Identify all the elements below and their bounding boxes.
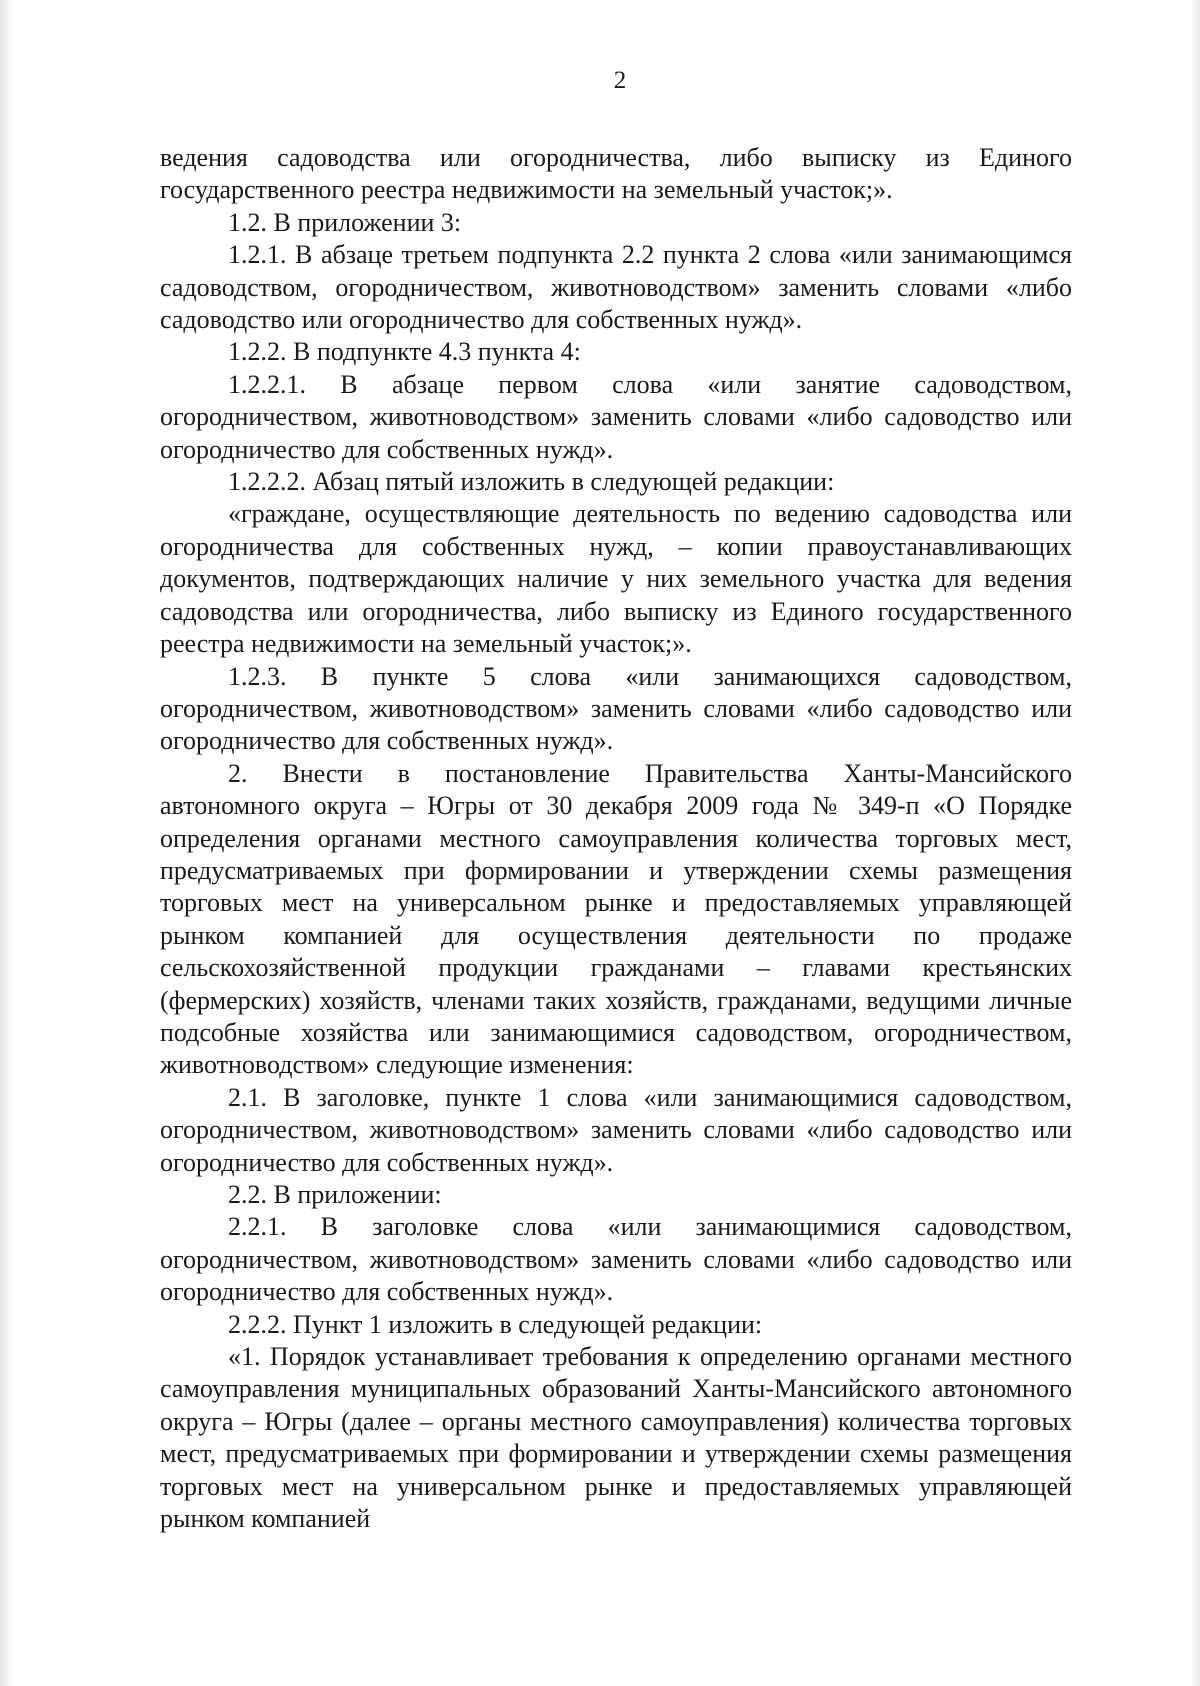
paragraph: 2. Внести в постановление Правительства Ханты-Мансийского автономного округа – Югры от 30 декабря 2009 года № 349-п «О Порядке определения органами местного самоуправления количества торговых мест, предусматриваемых при формировании и утверждении схемы размещения торговых мест на универсальном рынке и предоставляемых управляющей рынком компанией для осуществления деятельности по продаже сельскохозяйственной продукции гражданами – главами крестьянских (фермерских) хозяйств, членами таких хозяйств, гражданами, ведущими личные подсобные хозяйства или занимающимися садоводством, огородничеством, животноводством» следующие изменения:	[160, 758, 1072, 1080]
paragraph: 1.2.1. В абзаце третьем подпункта 2.2 пункта 2 слова «или занимающимся садоводством, огородничеством, животноводством» заменить словами «либо садоводство или огородничество для собственных нужд».	[160, 240, 1072, 335]
paragraph: 2.2.2. Пункт 1 изложить в следующей редакции:	[228, 1309, 763, 1339]
document-body	[160, 142, 1072, 1535]
paragraph: 2.2. В приложении:	[228, 1180, 442, 1209]
page-number: 2	[613, 67, 627, 94]
paragraph: 2.2.1. В заголовке слова «или занимающимися садоводством, огородничеством, животноводством» заменить словами «либо садоводство или огородничество для собственных нужд».	[160, 1212, 1072, 1307]
paragraph: 1.2. В приложении 3:	[228, 207, 462, 237]
scan-edge-left	[0, 0, 14, 1686]
paragraph: 2.1. В заголовке, пункте 1 слова «или занимающимися садоводством, огородничеством, животноводством» заменить словами «либо садоводство или огородничество для собственных нужд».	[160, 1082, 1072, 1177]
scan-edge-right	[1190, 0, 1200, 1686]
paragraph: 1.2.2.1. В абзаце первом слова «или занятие садоводством, огородничеством, животноводством» заменить словами «либо садоводство или огородничество для собственных нужд».	[160, 369, 1072, 464]
paragraph: «1. Порядок устанавливает требования к определению органами местного самоуправления муниципальных образований Ханты-Мансийского автономного округа – Югры (далее – органы местного самоуправления) количества торговых мест, предусматриваемых при формировании и утверждении схемы размещения торговых мест на универсальном рынке и предоставляемых управляющей рынком компанией	[160, 1342, 1072, 1534]
paragraph: «граждане, осуществляющие деятельность по ведению садоводства или огородничества для собственных нужд, – копии правоустанавливающих документов, подтверждающих наличие у них земельного участка для ведения садоводства или огородничества, либо выписку из Единого государственного реестра недвижимости на земельный участок;».	[160, 499, 1072, 659]
paragraph: ведения садоводства или огородничества, либо выписку из Единого государственного реестра недвижимости на земельный участок;».	[160, 143, 1072, 205]
paragraph: 1.2.3. В пункте 5 слова «или занимающихся садоводством, огородничеством, животноводством» заменить словами «либо садоводство или огородничество для собственных нужд».	[160, 661, 1072, 756]
paragraph: 1.2.2. В подпункте 4.3 пункта 4:	[228, 337, 581, 367]
paragraph: 1.2.2.2. Абзац пятый изложить в следующей редакции:	[228, 467, 835, 497]
